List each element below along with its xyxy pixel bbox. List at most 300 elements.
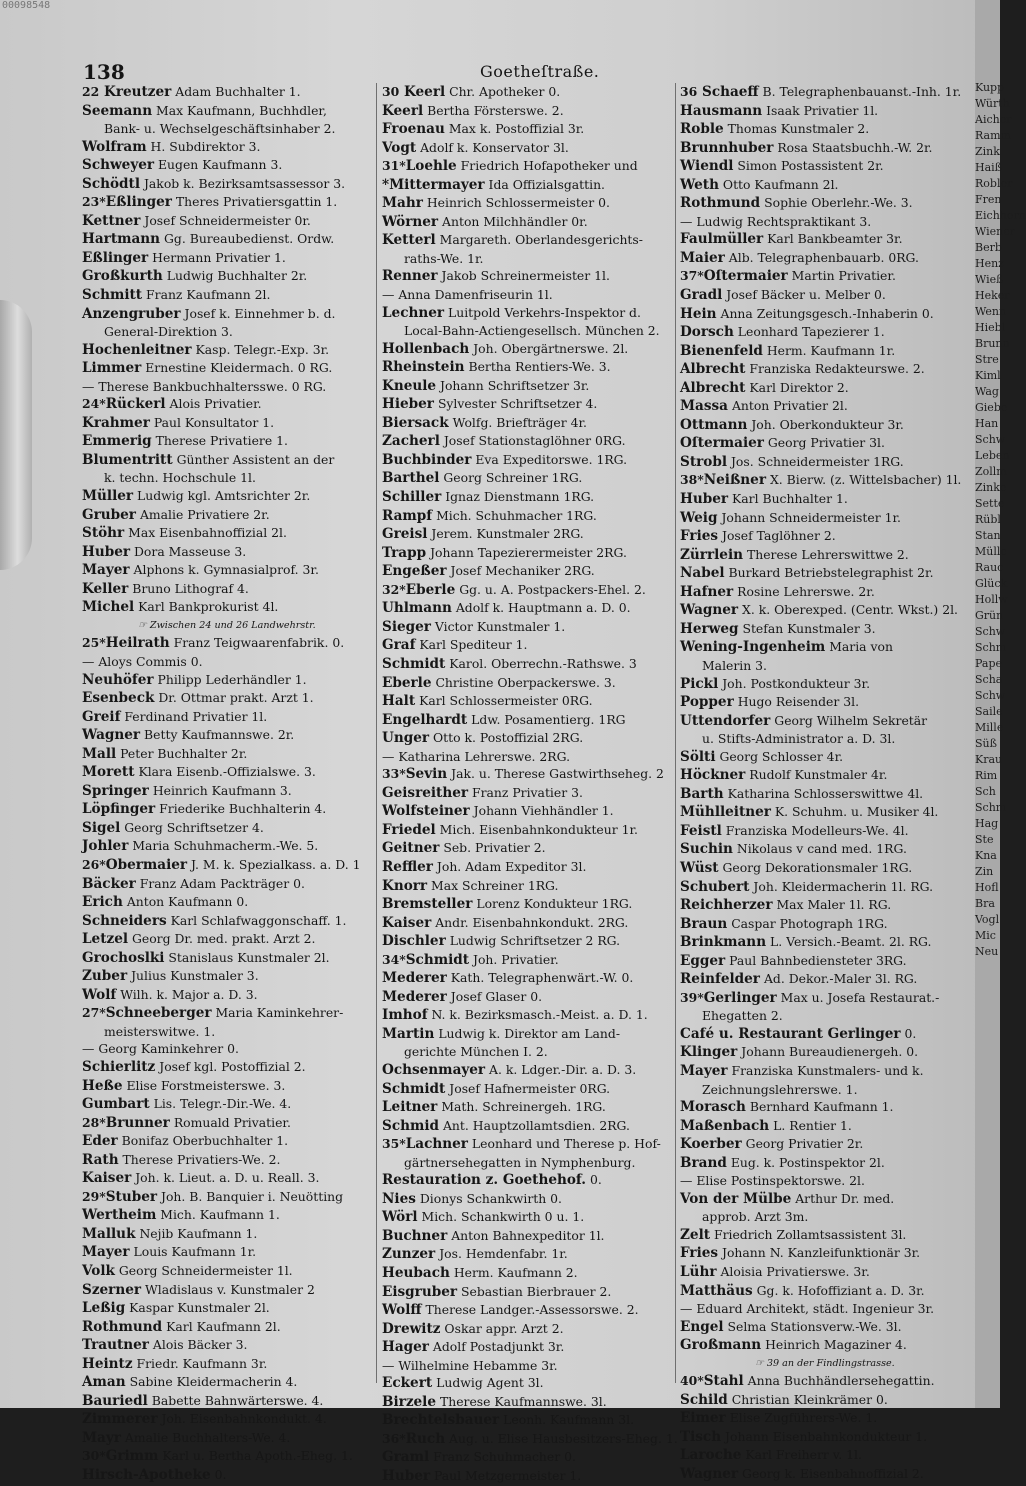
next-page-fragment: Wieß [975, 273, 1004, 286]
directory-entry [382, 839, 672, 858]
directory-entry [680, 657, 970, 675]
resident-name: Esenbeck [82, 690, 155, 707]
next-page-fragment: Ste [975, 833, 994, 846]
directory-entry [680, 1154, 970, 1173]
entry-detail: Betty Kaufmannswe. 2r. [144, 727, 295, 743]
directory-entry [382, 802, 672, 821]
directory-entry [82, 1188, 372, 1207]
column-2 [382, 83, 678, 1486]
entry-detail: Adolf k. Konservator 3l. [420, 139, 569, 155]
directory-entry [680, 1282, 970, 1301]
resident-name: Wiendl [680, 158, 734, 175]
directory-entry [680, 267, 970, 286]
entry-detail: Margareth. Oberlandesgerichts- [439, 232, 643, 248]
directory-entry [382, 340, 672, 359]
entry-detail: Karl Bankprokurist 4l. [138, 599, 279, 615]
column-1 [82, 83, 372, 1485]
entry-detail: Therese Privatiere 1. [155, 433, 288, 449]
entry-detail: Paul Bahnbediensteter 3RG. [729, 952, 907, 968]
entry-detail: Franziska Modelleurs-We. 4l. [725, 822, 909, 838]
next-page-fragment: Wenn [975, 305, 1007, 318]
next-page-fragment: Würth [975, 97, 1010, 110]
resident-name: Reffler [382, 858, 433, 875]
entry-detail: Jerem. Kunstmaler 2RG. [431, 526, 584, 542]
entry-detail: Joh. k. Lieut. a. D. u. Reall. 3. [135, 1170, 320, 1186]
entry-detail: Max Eisenbahnoffizial 2l. [128, 525, 287, 541]
directory-entry [382, 157, 672, 176]
directory-entry [82, 156, 372, 175]
entry-detail: Johann N. Kanzleifunktionär 3r. [722, 1245, 921, 1261]
resident-name: Maßenbach [680, 1117, 770, 1134]
directory-entry [382, 1467, 672, 1486]
directory-entry [680, 730, 970, 748]
directory-entry [680, 1190, 970, 1209]
directory-entry [680, 416, 970, 435]
directory-entry [382, 414, 672, 433]
directory-entry [382, 1430, 678, 1449]
resident-name: Heße [82, 1077, 123, 1094]
directory-entry [382, 451, 672, 470]
resident-name: Gerlinger [703, 989, 777, 1006]
entry-detail: Jos. Hemdenfabr. 1r. [439, 1246, 568, 1262]
directory-entry [82, 175, 372, 194]
resident-name: Weig [680, 509, 718, 526]
directory-entry [82, 1206, 372, 1225]
directory-entry [82, 800, 372, 819]
next-page-fragment: Vogl [975, 913, 1000, 926]
directory-entry [680, 249, 970, 268]
directory-entry [680, 1336, 970, 1355]
directory-entry [382, 711, 672, 730]
resident-name: Stahl [703, 1373, 744, 1390]
directory-entry [82, 1429, 372, 1448]
resident-name: Brinkmann [680, 934, 767, 951]
resident-name: Leitner [382, 1099, 438, 1116]
corner-mark: 00098548 [2, 0, 51, 11]
entry-detail: Ludwig Buchhalter 2r. [166, 268, 308, 284]
resident-name: Schmidt [382, 1080, 446, 1097]
resident-name: Rampf [382, 507, 433, 524]
resident-name: Großkurth [82, 268, 163, 285]
resident-name: Wolff [382, 1302, 422, 1319]
resident-name: Stöhr [82, 525, 125, 542]
resident-name: Strobl [680, 453, 727, 470]
house-number: 29* [82, 1188, 106, 1204]
resident-name: Kettner [82, 212, 141, 229]
directory-entry [382, 1245, 672, 1264]
directory-entry [382, 432, 672, 451]
resident-name: Unger [382, 730, 430, 747]
directory-note [680, 1355, 970, 1373]
directory-entry [680, 1208, 970, 1226]
entry-detail: N. k. Bezirksmasch.-Meist. a. D. 1. [431, 1007, 648, 1023]
directory-entry [680, 342, 970, 361]
directory-entry [680, 840, 970, 859]
directory-entry [82, 634, 372, 653]
entry-detail: Kaspar Kunstmaler 2l. [129, 1300, 270, 1316]
resident-name: Wörl [382, 1209, 418, 1226]
entry-detail: Ferdinand Privatier 1l. [124, 708, 268, 724]
entry-detail: Malerin 3. [702, 657, 767, 673]
directory-entry [680, 1263, 970, 1282]
directory-entry [82, 949, 372, 968]
resident-name: Hager [382, 1339, 429, 1356]
entry-detail: approb. Arzt 3m. [702, 1209, 809, 1225]
next-page-fragment: Heker [975, 289, 1010, 302]
directory-entry [680, 1098, 970, 1117]
directory-entry [680, 564, 970, 583]
entry-detail: Alphons k. Gymnasialprof. 3r. [133, 562, 319, 578]
next-page-fragment: Schw [975, 433, 1006, 446]
directory-entry [82, 1225, 372, 1244]
entry-detail: Adolf k. Hauptmann a. D. 0. [455, 600, 631, 616]
resident-name: Leßig [82, 1300, 126, 1317]
directory-entry [382, 729, 672, 748]
next-page-fragment: Zin [975, 865, 994, 878]
house-number: 28* [82, 1114, 106, 1130]
resident-name: Hochenleitner [82, 341, 192, 358]
house-number: 25* [82, 635, 106, 651]
entry-detail: Georg Wilhelm Sekretär [774, 712, 928, 728]
entry-detail: Maria Schuhmacherm.-We. 5. [132, 838, 319, 854]
directory-entry [382, 1190, 672, 1209]
resident-name: Emmerig [82, 433, 152, 450]
directory-entry [382, 655, 672, 674]
resident-name: Von der Mülbe [680, 1190, 792, 1207]
next-page-fragment: Robler [975, 177, 1013, 190]
resident-name: Hartmann [82, 231, 161, 248]
entry-detail: Martin Privatier. [791, 268, 896, 284]
entry-detail: Karl Spediteur 1. [419, 637, 528, 653]
house-number: 36* [382, 1430, 406, 1446]
directory-entry [82, 1077, 372, 1096]
next-page-fragment: Kiml [975, 369, 1001, 382]
entry-detail: Joh. B. Banquier i. Neuötting [160, 1188, 344, 1204]
entry-detail: Herm. Kaufmann 2. [453, 1265, 578, 1280]
entry-detail: Simon Postassistent 2r. [737, 158, 884, 174]
entry-detail: Jak. u. Therese Gastwirthseheg. 2 [451, 766, 664, 782]
entry-detail: — Elise Postinspektorswe. 2l. [680, 1173, 865, 1189]
directory-entry [82, 1373, 372, 1392]
directory-entry [82, 1281, 372, 1300]
next-page-fragment: Kupp [975, 81, 1005, 94]
directory-entry [680, 360, 970, 379]
entry-detail: Heinrich Magaziner 4. [765, 1337, 907, 1353]
entry-detail: Katharina Schlosserswittwe 4l. [727, 785, 924, 801]
entry-detail: Bernhard Kaufmann 1. [749, 1099, 894, 1115]
resident-name: Martin [382, 1025, 435, 1042]
directory-entry [82, 487, 372, 506]
entry-detail: — Therese Bankbuchhaltersswe. 0 RG. [82, 378, 327, 394]
next-page-fragment: Leben [975, 449, 1010, 462]
directory-entry [82, 1151, 372, 1170]
resident-name: Engelhardt [382, 711, 468, 728]
entry-detail: Herm. Kaufmann 1r. [766, 342, 896, 358]
entry-detail: Amalie Buchhalters-We. 4. [124, 1429, 291, 1445]
entry-detail: J. M. k. Spezialkass. a. D. 1 [191, 856, 361, 872]
entry-detail: Romuald Privatier. [173, 1114, 291, 1130]
entry-detail: Maria Kaminkehrer- [215, 1005, 344, 1021]
resident-name: Albrecht [680, 379, 746, 396]
directory-entry [382, 1338, 672, 1357]
directory-entry [680, 970, 970, 989]
directory-entry [382, 1374, 672, 1393]
resident-name: Schmid [382, 1117, 440, 1134]
street-header: Goetheſtraße. [480, 62, 600, 81]
resident-name: Schiller [382, 489, 442, 506]
resident-name: Mall [82, 745, 117, 762]
entry-detail: Alb. Telegraphenbauarb. 0RG. [728, 249, 919, 265]
entry-detail: Lorenz Kondukteur 1RG. [476, 896, 633, 912]
directory-entry [382, 544, 672, 563]
directory-entry [382, 1448, 672, 1467]
resident-name: Engel [680, 1318, 724, 1335]
entry-detail: Nikolaus v cand med. 1RG. [736, 841, 907, 857]
entry-detail: Peter Buchhalter 2r. [120, 745, 248, 761]
resident-name: Biersack [382, 414, 449, 431]
directory-entry [82, 267, 372, 286]
next-page-fragment: Schw [975, 625, 1006, 638]
directory-entry [382, 1135, 672, 1154]
resident-name: Eckert [382, 1375, 433, 1392]
resident-name: Limmer [82, 360, 142, 377]
resident-name: Eberle [405, 581, 456, 598]
directory-entry [680, 712, 970, 731]
entry-detail: Hermann Privatier 1. [152, 249, 286, 265]
resident-name: Suchin [680, 841, 733, 858]
resident-name: Rothmund [680, 195, 761, 212]
resident-name: Koerber [680, 1136, 742, 1153]
directory-entry [382, 304, 672, 323]
resident-name: Bienenfeld [680, 342, 763, 359]
directory-entry [680, 822, 970, 841]
entry-detail: Günther Assistent an der [176, 451, 335, 467]
entry-detail: Joh. Privatier. [473, 951, 559, 967]
entry-detail: Heinrich Schlossermeister 0. [426, 195, 610, 211]
directory-entry [680, 1081, 970, 1099]
resident-name: Wening-Ingenheim [680, 639, 826, 656]
resident-name: Drewitz [382, 1320, 441, 1337]
directory-entry [82, 323, 372, 341]
entry-detail: Joh. Adam Expeditor 3l. [436, 858, 587, 874]
entry-detail: Georg Schriftsetzer 4. [124, 819, 264, 835]
resident-name: Gumbart [82, 1096, 150, 1113]
next-page-fragment: Haiß [975, 161, 1003, 174]
resident-name: Greisl [382, 526, 428, 543]
entry-detail: Alois Privatier. [169, 396, 262, 412]
entry-detail: Mich. Schankwirth 0 u. 1. [421, 1209, 585, 1225]
entry-detail: Jakob k. Bezirksamtsassessor 3. [143, 175, 346, 191]
resident-name: Greif [82, 708, 121, 725]
resident-name: Neißner [703, 472, 766, 489]
directory-entry [680, 1372, 970, 1391]
directory-entry [680, 803, 970, 822]
entry-detail: Bank- u. Wechselgeschäftsinhaber 2. [104, 121, 336, 137]
entry-detail: Andr. Eisenbahnkondukt. 2RG. [435, 914, 629, 930]
entry-detail: Maria von [829, 639, 893, 655]
resident-name: Sevin [405, 766, 448, 783]
entry-detail: Joh. Eisenbahnkondukt. 4. [161, 1411, 327, 1427]
resident-name: Matthäus [680, 1282, 753, 1299]
next-page-fragment: Mülle [975, 545, 1007, 558]
next-page-fragment: Brunn [975, 337, 1010, 350]
entry-detail: Seb. Privatier 2. [443, 840, 546, 856]
directory-entry [382, 1301, 672, 1320]
directory-entry [82, 1410, 372, 1429]
directory-entry [382, 507, 672, 526]
entry-detail: Otto Kaufmann 2l. [722, 176, 839, 192]
directory-entry [382, 748, 672, 766]
directory-entry [680, 1135, 970, 1154]
entry-detail: Joh. Postkondukteur 3r. [722, 675, 871, 691]
entry-detail: Paul Metzgermeister 1. [434, 1468, 582, 1484]
entry-detail: u. Stifts-Administrator a. D. 3l. [702, 731, 896, 747]
entry-detail: Johann Tapezierermeister 2RG. [430, 544, 627, 560]
entry-detail: Anton Privatier 2l. [731, 398, 848, 414]
entry-detail: Burkard Betriebstelegraphist 2r. [728, 565, 934, 581]
directory-entry [382, 120, 672, 139]
resident-name: Hirsch-Apotheke [82, 1467, 211, 1484]
resident-name: Morasch [680, 1099, 746, 1116]
entry-detail: L. Rentier 1. [773, 1117, 852, 1133]
entry-detail: Wladislaus v. Kunstmaler 2 [145, 1281, 315, 1297]
resident-name: Anzengruber [82, 305, 181, 322]
directory-entry [680, 601, 970, 620]
directory-entry [82, 1447, 372, 1466]
entry-detail: Zeichnungslehrerswe. 1. [702, 1081, 858, 1097]
directory-entry [82, 524, 372, 543]
resident-name: Herweg [680, 620, 739, 637]
next-page-fragment: Rim [975, 769, 998, 782]
entry-detail: Philipp Lederhändler 1. [157, 671, 307, 687]
directory-entry [382, 176, 672, 195]
resident-name: Sieger [382, 618, 431, 635]
resident-name: Erich [82, 894, 123, 911]
resident-name: Buchbinder [382, 451, 472, 468]
resident-name: Faulmüller [680, 231, 764, 248]
directory-entry [82, 837, 372, 856]
resident-name: Kneule [382, 377, 437, 394]
next-page-fragment: Krau [975, 753, 1003, 766]
entry-detail: Local-Bahn-Actiengesellsch. München 2. [404, 323, 660, 339]
next-page-fragment: Hiebl [975, 321, 1006, 334]
directory-entry [680, 638, 970, 657]
directory-entry [82, 120, 372, 138]
directory-entry [82, 1169, 372, 1188]
resident-name: Rothmund [82, 1318, 163, 1335]
entry-detail: Karl Schlafwaggonschaff. 1. [170, 912, 347, 928]
entry-detail: Leonhard und Therese p. Hof- [471, 1136, 661, 1152]
entry-detail: Josef Bäcker u. Melber 0. [726, 287, 886, 303]
entry-detail: Victor Kunstmaler 1. [434, 618, 566, 634]
resident-name: Bäcker [82, 875, 136, 892]
resident-name: Schneeberger [105, 1005, 212, 1022]
directory-entry [82, 138, 372, 157]
resident-name: Ochsenmayer [382, 1061, 486, 1078]
directory-entry [382, 1080, 672, 1099]
entry-detail: General-Direktion 3. [104, 324, 233, 340]
directory-entry [382, 250, 672, 268]
resident-name: Schmitt [82, 287, 143, 304]
resident-name: Dorsch [680, 324, 734, 341]
resident-name: Rath [82, 1151, 119, 1168]
directory-entry [680, 1244, 970, 1263]
resident-name: Lechner [382, 304, 445, 321]
resident-name: Schmidt [382, 655, 446, 672]
resident-name: Huber [680, 491, 729, 508]
entry-detail: Rudolf Kunstmaler 4r. [749, 767, 888, 783]
resident-name: Aman [82, 1374, 126, 1391]
directory-entry [82, 1114, 372, 1133]
resident-name: Mederer [382, 988, 447, 1005]
entry-detail: Karl Schlossermeister 0RG. [419, 693, 593, 709]
directory-entry [82, 341, 372, 360]
entry-detail: Eva Expeditorswe. 1RG. [475, 451, 628, 467]
next-page-fragment: Saile [975, 705, 1003, 718]
directory-entry [382, 914, 672, 933]
resident-name: Wagner [680, 602, 739, 619]
directory-entry [382, 1357, 672, 1375]
entry-detail: Bertha Försterswe. 2. [427, 102, 564, 118]
resident-name: Imhof [382, 1007, 428, 1024]
resident-name: Massa [680, 398, 728, 415]
entry-detail: Georg Dekorationsmaler 1RG. [722, 859, 913, 875]
entry-detail: gärtnersehegatten in Nymphenburg. [404, 1154, 636, 1170]
entry-detail: Elise Zugführers-We. 1. [729, 1410, 878, 1426]
entry-detail: Joh. Obergärtnerswe. 2l. [473, 340, 629, 356]
next-page-fragment: Giebe [975, 401, 1008, 414]
directory-entry [382, 1025, 672, 1044]
directory-entry [680, 1465, 970, 1484]
resident-name: Oſtermaier [703, 268, 788, 285]
resident-name: Letzel [82, 931, 129, 948]
resident-name: Reichherzer [680, 897, 773, 914]
entry-detail: Thomas Kunstmaler 2. [727, 121, 870, 137]
entry-detail: Adam Buchhalter 1. [175, 84, 301, 99]
directory-entry [82, 1004, 372, 1023]
next-page-fragment: Hollw [975, 593, 1008, 606]
entry-detail: Max k. Postoffizial 3r. [448, 121, 585, 137]
next-page-fragment: Berb [975, 241, 1002, 254]
directory-entry [82, 102, 372, 121]
entry-detail: gerichte München I. 2. [404, 1044, 548, 1060]
entry-detail: Ehegatten 2. [702, 1008, 783, 1024]
entry-detail: Bruno Lithograf 4. [132, 580, 249, 596]
directory-entry [680, 323, 970, 342]
entry-detail: — Anna Damenfriseurin 1l. [382, 287, 553, 303]
entry-detail: Friedrich Hofapotheker und [460, 158, 638, 174]
entry-detail: Sylvester Schriftsetzer 4. [437, 396, 598, 412]
directory-entry [382, 636, 672, 655]
next-page-fragment: Schm [975, 801, 1007, 814]
directory-entry [680, 675, 970, 694]
entry-detail: Julius Kunstmaler 3. [131, 968, 259, 984]
directory-entry [82, 1132, 372, 1151]
resident-name: Egger [680, 952, 726, 969]
directory-entry [382, 469, 672, 488]
resident-name: Ketterl [382, 232, 436, 249]
directory-entry [82, 561, 372, 580]
house-number: 36 [680, 84, 698, 99]
resident-name: Eßlinger [105, 194, 172, 211]
entry-detail: Georg Schneidermeister 1l. [118, 1263, 293, 1278]
house-number: 31* [382, 158, 406, 174]
entry-detail: Franz Kaufmann 2l. [146, 287, 271, 303]
entry-detail: Franz Adam Packträger 0. [139, 875, 305, 891]
resident-name: Wörner [382, 213, 439, 230]
directory-entry [382, 1411, 672, 1430]
entry-detail: Mich. Schuhmacher 1RG. [436, 507, 597, 523]
